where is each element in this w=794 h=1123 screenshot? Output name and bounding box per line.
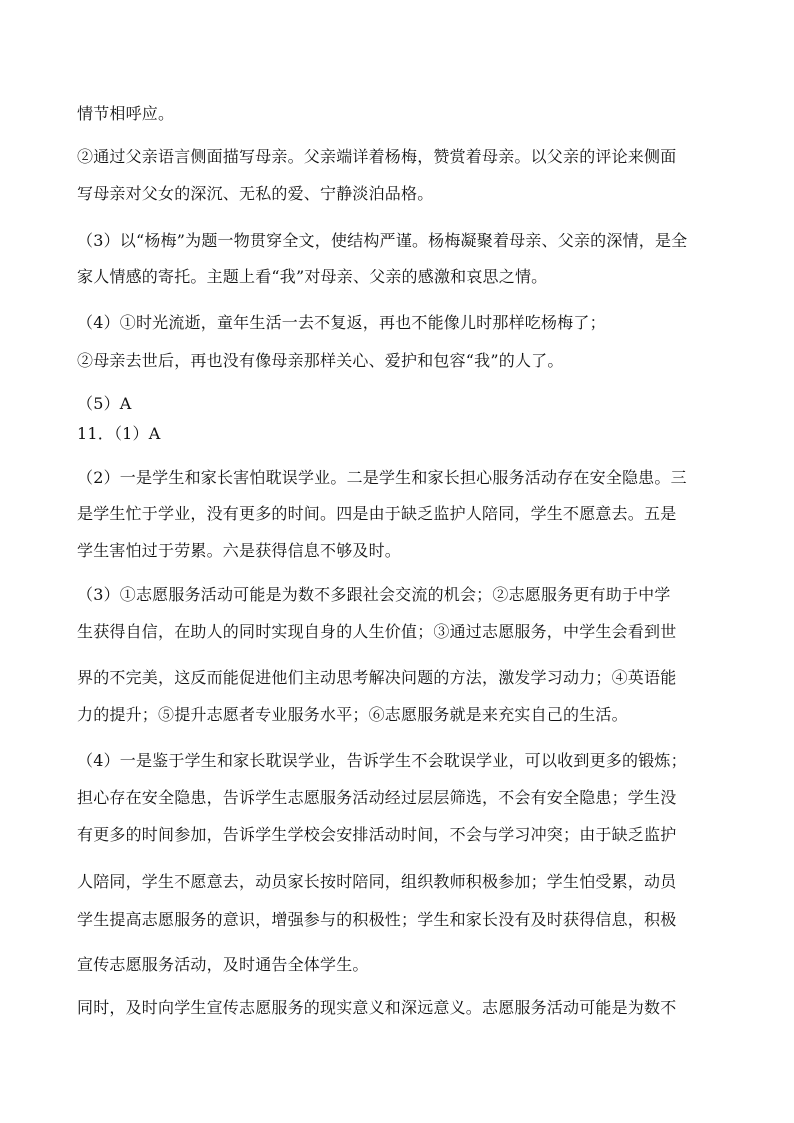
text-line: 有更多的时间参加，告诉学生学校会安排活动时间，不会与学习冲突；由于缺乏监护 — [77, 825, 677, 844]
text-line: 家人情感的寄托。主题上看“我”对母亲、父亲的感激和哀思之情。 — [77, 267, 548, 286]
text-line: （2）一是学生和家长害怕耽误学业。二是学生和家长担心服务活动存在安全隐患。三 — [77, 468, 687, 487]
text-line: ②母亲去世后，再也没有像母亲那样关心、爱护和包容“我”的人了。 — [77, 351, 564, 370]
text-line: 界的不完美，这反而能促进他们主动思考解决问题的方法，激发学习动力；④英语能 — [77, 668, 677, 687]
text-line: （3）①志愿服务活动可能是为数不多跟社会交流的机会；②志愿服务更有助于中学 — [77, 585, 671, 604]
text-line: 同时，及时向学生宣传志愿服务的现实意义和深远意义。志愿服务活动可能是为数不 — [77, 998, 677, 1017]
text-line: 人陪同，学生不愿意去，动员家长按时陪同，组织教师积极参加；学生怕受累，动员 — [77, 872, 677, 891]
text-line: （5）A — [77, 394, 132, 413]
text-line: 是学生忙于学业，没有更多的时间。四是由于缺乏监护人陪同，学生不愿意去。五是 — [77, 504, 677, 523]
text-line: 学生害怕过于劳累。六是获得信息不够及时。 — [77, 541, 402, 560]
text-line: 力的提升；⑤提升志愿者专业服务水平；⑥志愿服务就是来充实自己的生活。 — [77, 705, 628, 724]
text-line: （3）以“杨梅”为题一物贯穿全文，使结构严谨。杨梅凝聚着母亲、父亲的深情，是全 — [77, 231, 688, 250]
text-line: 宣传志愿服务活动，及时通告全体学生。 — [77, 955, 369, 974]
text-line: 担心存在安全隐患，告诉学生志愿服务活动经过层层筛选，不会有安全隐患；学生没 — [77, 788, 677, 807]
text-line: （4）一是鉴于学生和家长耽误学业，告诉学生不会耽误学业，可以收到更多的锻炼； — [77, 751, 687, 770]
text-line: 生获得自信，在助人的同时实现自身的人生价值；③通过志愿服务，中学生会看到世 — [77, 622, 677, 641]
text-line: 写母亲对父女的深沉、无私的爱、宁静淡泊品格。 — [77, 184, 434, 203]
text-line: 学生提高志愿服务的意识，增强参与的积极性；学生和家长没有及时获得信息，积极 — [77, 910, 677, 929]
text-line: 11．（1）A — [77, 424, 161, 443]
text-line: ②通过父亲语言侧面描写母亲。父亲端详着杨梅，赞赏着母亲。以父亲的评论来侧面 — [77, 147, 677, 166]
text-line: 情节相呼应。 — [77, 104, 175, 123]
text-line: （4）①时光流逝，童年生活一去不复返，再也不能像儿时那样吃杨梅了； — [77, 313, 606, 332]
